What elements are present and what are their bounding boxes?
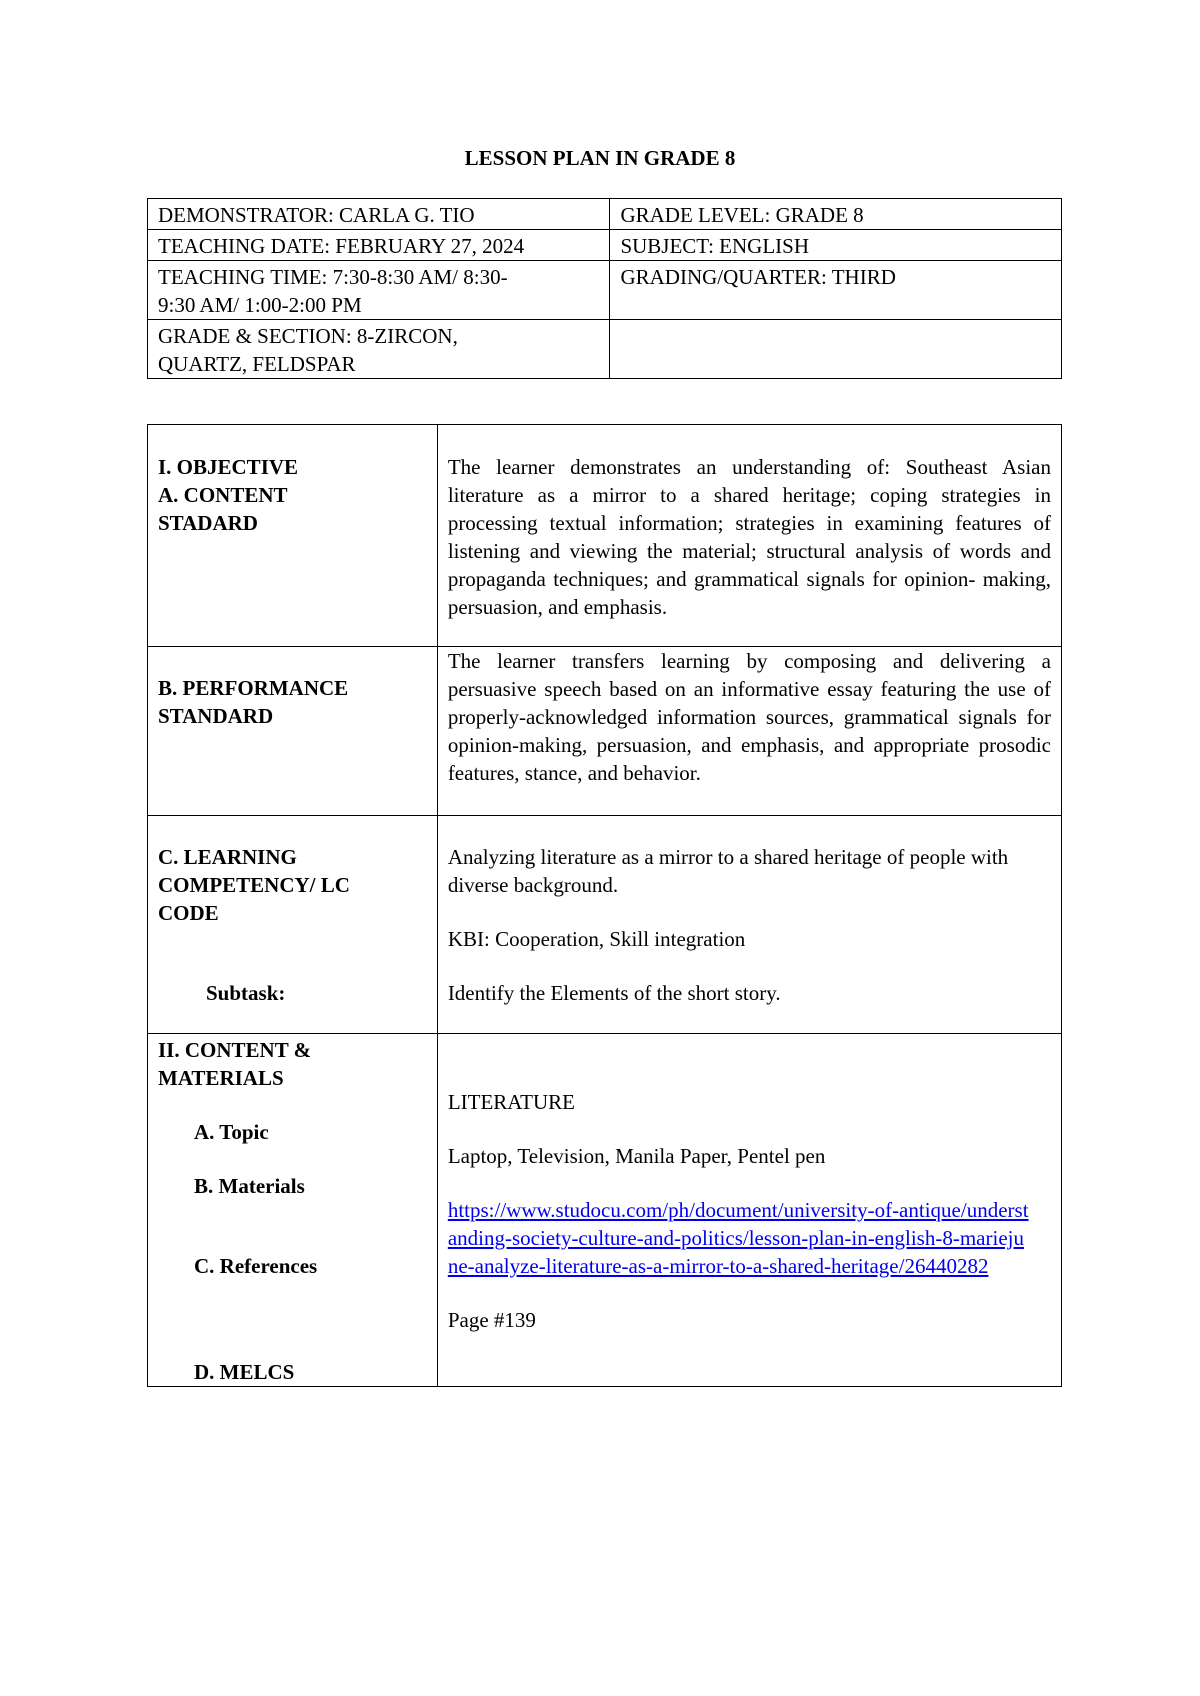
subtask-text: Identify the Elements of the short story.	[447, 981, 781, 1005]
subtask-label: Subtask:	[206, 981, 286, 1005]
reference-link[interactable]: https://www.studocu.com/ph/document/university-of-antique/understanding-society-culture-and-politics/lesson-plan-in-english-8-mariejune-analyze-literature-as-a-mirror-to-a-shared-heritage/26440282	[447, 1198, 1029, 1278]
page-number-text: Page #139	[447, 1308, 536, 1332]
objective-label-cell	[148, 425, 438, 647]
grade-section-line-1: GRADE & SECTION: 8-ZIRCON,	[158, 324, 458, 348]
content-standard-heading: A. CONTENT	[158, 483, 288, 507]
performance-label-cell	[148, 647, 438, 816]
topic-label: A. Topic	[194, 1120, 269, 1144]
competency-heading-cont: COMPETENCY/ LC	[158, 873, 350, 897]
content-standard-heading-cont: STADARD	[158, 511, 258, 535]
grade-level-cell: GRADE LEVEL: GRADE 8	[610, 199, 1062, 230]
competency-label-cell	[148, 816, 438, 1034]
kbi-text: KBI: Cooperation, Skill integration	[447, 927, 746, 951]
subject-cell: SUBJECT: ENGLISH	[610, 230, 1062, 261]
teaching-time-line-2: 9:30 AM/ 1:00-2:00 PM	[158, 293, 362, 317]
lesson-plan-table	[147, 424, 1062, 1387]
page-title: LESSON PLAN IN GRADE 8	[464, 146, 736, 170]
topic-text: LITERATURE	[447, 1090, 575, 1114]
grading-quarter-cell: GRADING/QUARTER: THIRD	[610, 261, 1062, 320]
performance-standard-text: The learner transfers learning by composing and delivering a persuasive speech based on an informative essay featuring the use of properly-acknowledged information sources, grammatical signals for opinion-making, persuasion, and emphasis, and appropriate prosodic features, stance, and behavior.	[437, 647, 1061, 816]
info-table	[147, 198, 1062, 379]
materials-label: B. Materials	[194, 1174, 305, 1198]
content-label-cell	[148, 1034, 438, 1387]
references-label: C. References	[194, 1254, 318, 1278]
demonstrator-cell: DEMONSTRATOR: CARLA G. TIO	[148, 199, 610, 230]
grade-section-line-2: QUARTZ, FELDSPAR	[158, 352, 356, 376]
teaching-time-line-1: TEACHING TIME: 7:30-8:30 AM/ 8:30-	[158, 265, 508, 289]
melcs-label: D. MELCS	[194, 1360, 295, 1384]
competency-heading: C. LEARNING	[158, 845, 297, 869]
performance-heading: B. PERFORMANCE	[158, 676, 349, 700]
performance-heading-cont: STANDARD	[158, 704, 274, 728]
materials-text: Laptop, Television, Manila Paper, Pentel pen	[447, 1144, 826, 1168]
objective-heading: I. OBJECTIVE	[158, 455, 299, 479]
empty-cell	[610, 320, 1062, 379]
grade-section-cell	[148, 320, 610, 379]
competency-heading-cont-2: CODE	[158, 901, 219, 925]
teaching-date-cell: TEACHING DATE: FEBRUARY 27, 2024	[148, 230, 610, 261]
competency-text-cell	[437, 816, 1061, 1034]
content-text-cell	[437, 1034, 1061, 1387]
content-materials-heading: II. CONTENT &	[158, 1038, 312, 1062]
teaching-time-cell	[148, 261, 610, 320]
content-materials-heading-cont: MATERIALS	[158, 1066, 284, 1090]
competency-text: Analyzing literature as a mirror to a shared heritage of people with diverse background.	[447, 845, 1009, 897]
content-standard-text: The learner demonstrates an understanding of: Southeast Asian literature as a mirror to a shared heritage; coping strategies in processing textual information; strategies in examining features of listening and viewing the material; structural analysis of words and propaganda techniques; and grammatical signals for opinion- making, persuasion, and emphasis.	[437, 425, 1061, 647]
